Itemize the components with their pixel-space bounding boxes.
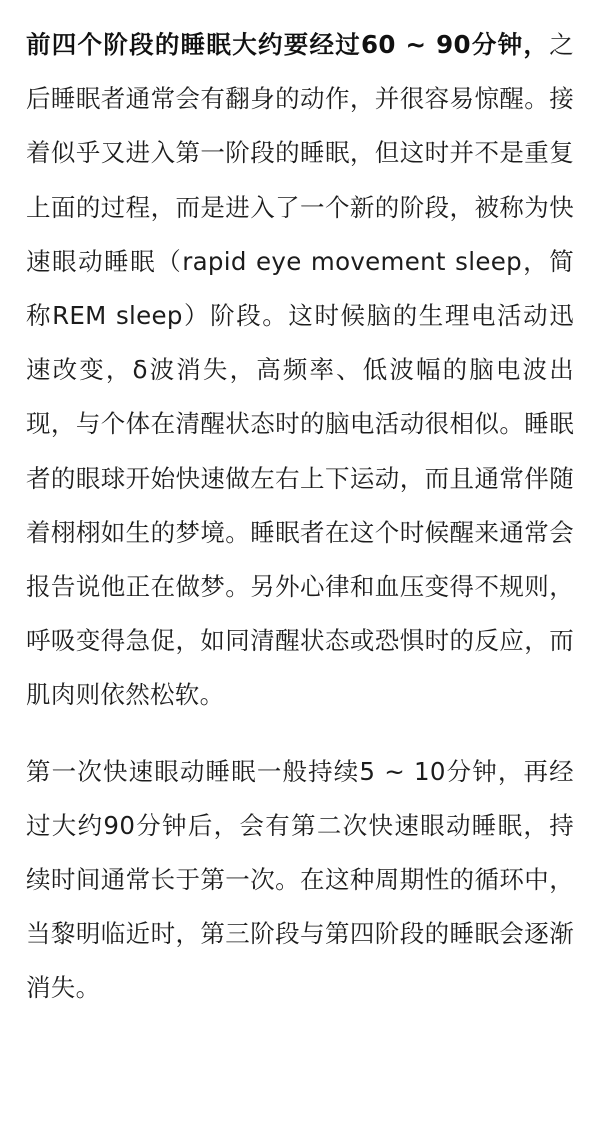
paragraph-1-text: 之后睡眠者通常会有翻身的动作，并很容易惊醒。接着似乎又进入第一阶段的睡眠，但这时并不是重复上面的过程，而是进入了一个新的阶段，被称为快速眼动睡眠（rapid eye movement sleep，简称REM sleep）阶段。这时候脑的生理电活动迅速改变，δ波消失，高频率、低波幅的脑电波出现，与个体在清醒状态时的脑电活动很相似。睡眠者的眼球开始快速做左右上下运动，而且通常伴随着栩栩如生的梦境。睡眠者在这个时候醒来通常会报告说他正在做梦。另外心律和血压变得不规则，呼吸变得急促，如同清醒状态或恐惧时的反应，而肌肉则依然松软。: [26, 30, 574, 710]
paragraph-1-bold-lead: 前四个阶段的睡眠大约要经过60 ~ 90分钟，: [26, 30, 550, 59]
paragraph-1: [26, 18, 574, 723]
paragraph-2: [26, 745, 574, 1016]
paragraph-2-text: 第一次快速眼动睡眠一般持续5 ~ 10分钟，再经过大约90分钟后，会有第二次快速眼动睡眠，持续时间通常长于第一次。在这种周期性的循环中，当黎明临近时，第三阶段与第四阶段的睡眠会逐渐消失。: [26, 756, 574, 1003]
